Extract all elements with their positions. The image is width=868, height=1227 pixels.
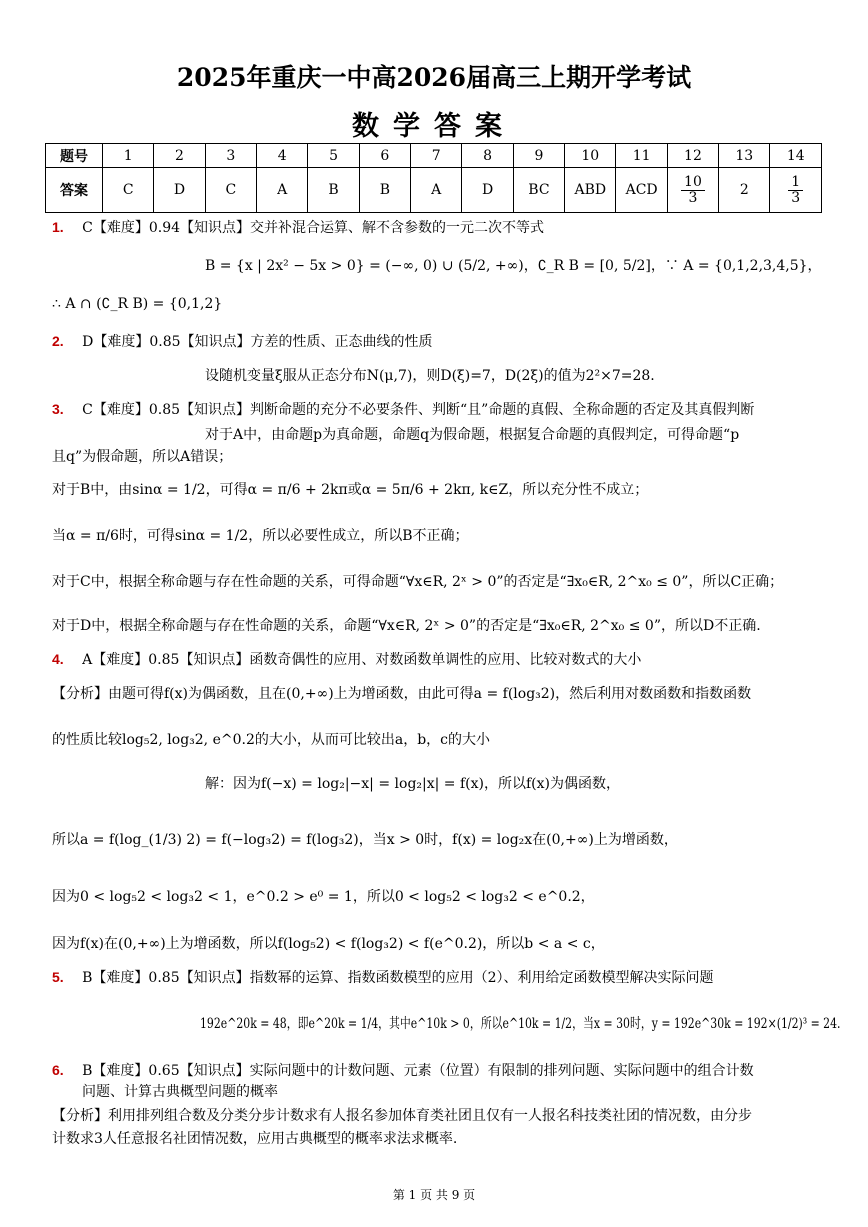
table-cell: 9 bbox=[513, 144, 564, 168]
q4-line: 因为0 < log₅2 < log₃2 < 1，e^0.2 > e⁰ = 1，所以0 < log₅2 < log₃2 < e^0.2， bbox=[52, 889, 595, 905]
q5-line: 192e^20k = 48，即e^20k = 1/4，其中e^10k > 0，所以e^10k = 1/2，当x = 30时，y = 192e^30k = 192×(1/2)³ = 24. bbox=[200, 1016, 841, 1032]
question-info: C【难度】0.94【知识点】交并补混合运算、解不含参数的一元二次不等式 bbox=[82, 220, 545, 236]
page-title: 2025年重庆一中高2026届高三上期开学考试 bbox=[176, 63, 692, 92]
table-cell: 4 bbox=[257, 144, 308, 168]
q6-heading bbox=[52, 1060, 754, 1080]
table-cell: D bbox=[154, 168, 205, 213]
table-cell: D bbox=[462, 168, 513, 213]
table-cell bbox=[770, 168, 822, 213]
fraction bbox=[788, 175, 803, 205]
q2-line: 设随机变量ξ服从正态分布N(μ,7)，则D(ξ)=7，D(2ξ)的值为2²×7=28. bbox=[205, 368, 655, 384]
table-cell: 11 bbox=[616, 144, 667, 168]
q6-line: 问题、计算古典概型问题的概率 bbox=[82, 1084, 278, 1100]
q6-line: 计数求3人任意报名社团情况数，应用古典概型的概率求法求概率. bbox=[52, 1131, 458, 1147]
table-cell: B bbox=[308, 168, 359, 213]
row-label: 答案 bbox=[46, 168, 103, 213]
q3-heading bbox=[52, 399, 754, 419]
question-number: 2. bbox=[52, 333, 64, 349]
q1-line: ∴ A ∩ (∁_R B) = {0,1,2} bbox=[52, 296, 223, 312]
table-cell: C bbox=[205, 168, 256, 213]
q6-line: 【分析】利用排列组合数及分类分步计数求有人报名参加体育类社团且仅有一人报名科技类社团的情况数，由分步 bbox=[52, 1108, 752, 1124]
table-cell: 2 bbox=[719, 168, 770, 213]
page-footer: 第 1 页 共 9 页 bbox=[392, 1188, 476, 1202]
numerator: 1 bbox=[788, 175, 803, 191]
question-number: 1. bbox=[52, 219, 64, 235]
table-cell: BC bbox=[513, 168, 564, 213]
table-cell: B bbox=[359, 168, 410, 213]
q2-heading bbox=[52, 331, 433, 351]
q4-line: 因为f(x)在(0,+∞)上为增函数，所以f(log₅2) < f(log₃2) < f(e^0.2)，所以b < a < c， bbox=[52, 936, 605, 952]
q4-line: 所以a = f(log_(1/3) 2) = f(−log₃2) = f(log₃2)，当x > 0时，f(x) = log₂x在(0,+∞)上为增函数， bbox=[52, 832, 678, 848]
table-cell: 5 bbox=[308, 144, 359, 168]
table-row bbox=[46, 168, 822, 213]
q4-line: 【分析】由题可得f(x)为偶函数，且在(0,+∞)上为增函数，由此可得a = f(log₃2)，然后利用对数函数和指数函数 bbox=[52, 686, 752, 702]
table-cell: A bbox=[257, 168, 308, 213]
table-row bbox=[46, 144, 822, 168]
q4-heading bbox=[52, 649, 641, 669]
q4-line: 的性质比较log₅2, log₃2, e^0.2的大小，从而可比较出a，b，c的大小 bbox=[52, 732, 491, 748]
question-number: 4. bbox=[52, 651, 64, 667]
q3-line: 当α = π/6时，可得sinα = 1/2，所以必要性成立，所以B不正确； bbox=[52, 528, 469, 544]
fraction bbox=[681, 175, 705, 205]
numerator: 10 bbox=[681, 175, 705, 191]
q3-line: 且q”为假命题，所以A错误； bbox=[52, 449, 233, 465]
table-cell: 3 bbox=[205, 144, 256, 168]
table-cell: ACD bbox=[616, 168, 667, 213]
table-cell: 13 bbox=[719, 144, 770, 168]
q4-line: 解：因为f(−x) = log₂|−x| = log₂|x| = f(x)，所以f(x)为偶函数， bbox=[205, 776, 620, 792]
q3-line: 对于C中，根据全称命题与存在性命题的关系，可得命题“∀x∈R, 2ˣ > 0”的否定是“∃x₀∈R, 2^x₀ ≤ 0”，所以C正确； bbox=[52, 574, 784, 590]
table-cell: A bbox=[411, 168, 462, 213]
question-info: B【难度】0.85【知识点】指数幂的运算、指数函数模型的应用（2）、利用给定函数模型解决实际问题 bbox=[82, 970, 714, 986]
table-cell: 8 bbox=[462, 144, 513, 168]
question-info: B【难度】0.65【知识点】实际问题中的计数问题、元素（位置）有限制的排列问题、实际问题中的组合计数 bbox=[82, 1063, 754, 1079]
question-number: 6. bbox=[52, 1062, 64, 1078]
q3-line: 对于B中，由sinα = 1/2，可得α = π/6 + 2kπ或α = 5π/6 + 2kπ, k∈Z，所以充分性不成立； bbox=[52, 482, 649, 498]
question-info: A【难度】0.85【知识点】函数奇偶性的应用、对数函数单调性的应用、比较对数式的大小 bbox=[82, 652, 642, 668]
q5-heading bbox=[52, 967, 714, 987]
table-cell: 2 bbox=[154, 144, 205, 168]
table-cell bbox=[667, 168, 718, 213]
table-cell: 14 bbox=[770, 144, 822, 168]
q1-heading bbox=[52, 217, 544, 237]
page-subtitle: 数学答案 bbox=[352, 111, 516, 142]
q1-line: B = {x | 2x² − 5x > 0} = (−∞, 0) ∪ (5/2, +∞)，∁_R B = [0, 5/2]，∵ A = {0,1,2,3,4,5}， bbox=[205, 258, 822, 274]
row-label: 题号 bbox=[46, 144, 103, 168]
denominator: 3 bbox=[791, 190, 801, 206]
question-number: 3. bbox=[52, 401, 64, 417]
denominator: 3 bbox=[688, 190, 698, 206]
question-info: C【难度】0.85【知识点】判断命题的充分不必要条件、判断“且”命题的真假、全称命题的否定及其真假判断 bbox=[82, 402, 755, 418]
table-cell: 12 bbox=[667, 144, 718, 168]
q3-line: 对于D中，根据全称命题与存在性命题的关系，命题“∀x∈R, 2ˣ > 0”的否定是“∃x₀∈R, 2^x₀ ≤ 0”，所以D不正确. bbox=[52, 618, 761, 634]
table-cell: 10 bbox=[565, 144, 616, 168]
table-cell: C bbox=[103, 168, 154, 213]
q3-line: 对于A中，由命题p为真命题，命题q为假命题，根据复合命题的真假判定，可得命题“p bbox=[205, 427, 740, 443]
table-cell: 1 bbox=[103, 144, 154, 168]
answer-table bbox=[45, 143, 822, 213]
question-number: 5. bbox=[52, 969, 64, 985]
table-cell: ABD bbox=[565, 168, 616, 213]
table-cell: 6 bbox=[359, 144, 410, 168]
question-info: D【难度】0.85【知识点】方差的性质、正态曲线的性质 bbox=[82, 334, 433, 350]
table-cell: 7 bbox=[411, 144, 462, 168]
